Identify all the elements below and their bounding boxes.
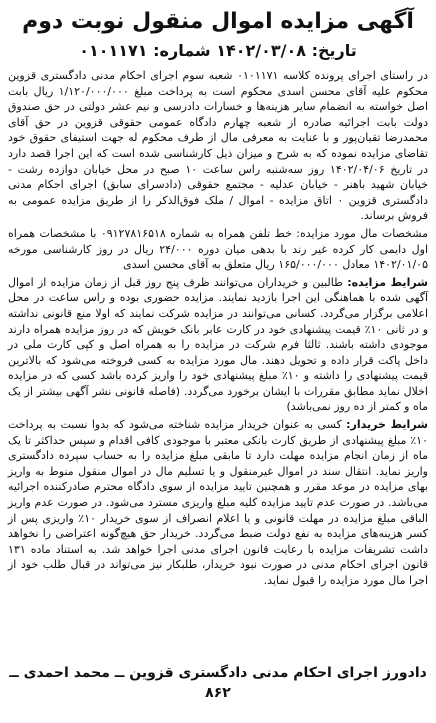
buyer-conditions-text: کسی به عنوان خریدار مزایده شناخته می‌شود که بدوا نسبت به پرداخت ۱۰٪ مبلغ پیشنهادی از طریق کارت بانکی معتبر با موجودی کافی اقدام و سپس حداکثر تا یک ماه از زمان انجام مزایده مهلت دارد تا مابقی مبلغ مزایده را به حساب سپرده دادگستری واریز نماید. انتقال سند در اموال غیرمنقول و یا تسلیم مال در اموال منقول منوط به واریز بهای مزایده در موعد مقرر و همچنین تایید مزایده از سوی دادگاه محترم صادرکننده اجرائیه می‌باشد. در صورت عدم تایید مزایده کلیه مبلغ واریزی مسترد می‌شود. در صورت عدم واریز الباقی مبلغ مزایده در مهلت قانونی و یا اعلام انصراف از سوی خریدار ۱۰٪ واریزی پس از کسر هزینه‌های مزایده به نفع دولت ضبط می‌گردد. خریدار حق هیچ‌گونه اعتراضی را نخواهد داشت تشریفات مزایده با رعایت قانون اجرای مدنی اجرا خواهد شد. به استناد ماده ۱۳۱ قانون اجرای احکام مدنی در صورت نبود خریدار، طلبکار نیز می‌تواند در قبال طلب خود از اجرا مال مورد مزایده را قبول نماید. xyxy=(8,418,428,587)
auction-conditions-text: طالبین و خریداران می‌توانند ظرف پنج روز قبل از زمان مزایده از اموال آگهی شده با هماهنگی این اجرا بازدید نمایند. مزایده حضوری بوده و راس ساعت در محل اعلامی برگزار می‌گردد. کسانی می‌توانند در مزایده شرکت نمایند که اولا منع قانونی نداشته و در ثانی ۱۰٪ قیمت پیشنهادی خود در کارت عابر بانک خویش که در روز مزایده همراه دارند موجودی داشته باشند. ثالثا فرم شرکت در مزایده را به همراه اصل و کپی کارت ملی در داخل پاکت قرار داده و تحویل دهند. مال مورد مزایده به کسی فروخته می‌شود که بالاترین قیمت پیشنهادی را داشته و ۱۰٪ مبلغ پیشنهادی خود را واریز کرده باشد کسی که در مزایده اخلال نماید مطابق مقررات با ایشان برخورد می‌گردد. (فاصله قانونی نشر آگهی بیشتر از یک ماه و کمتر از ده روز نمی‌باشد) xyxy=(8,275,429,414)
paragraph-buyer-conditions xyxy=(8,417,428,589)
notice-title: آگهی مزایده اموال منقول نوبت دوم xyxy=(22,9,414,34)
paragraph-property-specs: مشخصات مال مورد مزایده: خط تلفن همراه به شماره ۰۹۱۲۷۸۱۶۵۱۸ با مشخصات همراه اول دایمی کار کرده غیر رند با بدهی میان دوره ۲۴/۰۰۰ ریال در روز کارشناسی مورخه ۱۴۰۲/۰۱/۰۵ معادل ۱۶۵/۰۰۰/۰۰۰ ریال متعلق به آقای محسن اسدی xyxy=(8,226,428,272)
buyer-conditions-heading: شرایط خریدار: xyxy=(346,418,428,432)
notice-date-number: تاریخ: ۱۴۰۲/۰۳/۰۸ شماره: ۰۱۰۱۱۷۱ xyxy=(79,41,357,60)
notice-body xyxy=(8,68,428,589)
notice-signature: دادورز اجرای احکام مدنی دادگستری قزوین ــ محمد احمدی ــ ۸۶۲ xyxy=(9,665,427,701)
auction-notice xyxy=(8,8,428,707)
auction-conditions-heading: شرایط مزایده: xyxy=(347,275,428,289)
paragraph-case-details: در راستای اجرای پرونده کلاسه ۰۱۰۱۱۷۱ شعبه سوم اجرای احکام مدنی دادگستری قزوین محکوم علیه آقای محسن اسدی محکوم است به پرداخت مبلغ ۱/۱۲۰/۰۰۰/۰۰۰ ریال بابت اصل خواسته به انضمام سایر هزینه‌ها و خسارات دادرسی و نیم عشر دولتی در حق صندوق دولت بابت اجرائیه صادره از شعبه چهارم دادگاه عمومی حقوقی قزوین در حق آقای محمدرضا تقیان‌پور و با عنایت به معرفی مال از طرف محکوم له جهت استیفای حقوق خود تقاضای مزایده نموده که به شرح و میزان ذیل کارشناسی شده است که این اجرا قصد دارد در تاریخ ۱۴۰۲/۰۴/۰۶ روز سه‌شنبه راس ساعت ۱۰ صبح در محل خیابان دوازده رشت - خیابان شهید باهنر - خیابان عدلیه - مجتمع حقوقی (دادسرای سابق) اجرای احکام مدنی دادگستری قزوین ۰ اتاق مزایده - اموال / ملک فوق‌الذکر را از طریق مزایده عمومی به فروش برساند. xyxy=(8,69,428,223)
paragraph-auction-conditions xyxy=(8,275,428,415)
